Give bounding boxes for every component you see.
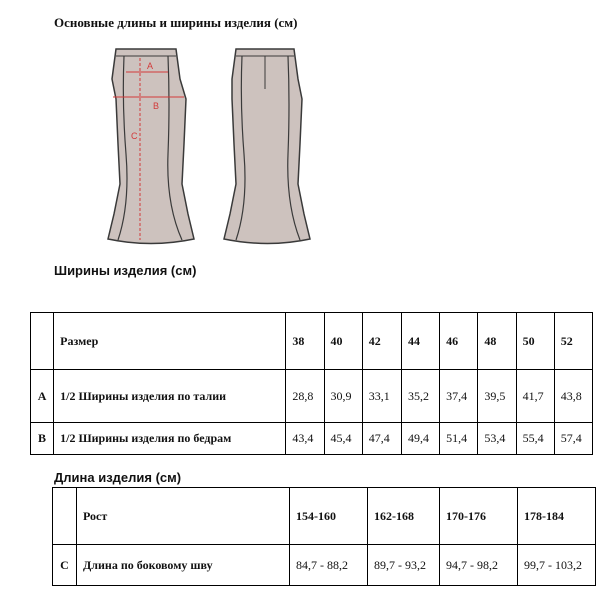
- row-letter: C: [53, 545, 77, 586]
- table-cell: 99,7 - 103,2: [518, 545, 596, 586]
- table-row: [53, 545, 596, 586]
- table-cell: [53, 488, 77, 545]
- size-header: 44: [401, 313, 439, 370]
- table-cell: 33,1: [362, 370, 401, 423]
- row-name: 1/2 Ширины изделия по бедрам: [54, 423, 286, 455]
- size-header: 40: [324, 313, 362, 370]
- table-cell: 47,4: [362, 423, 401, 455]
- table-row: [31, 370, 593, 423]
- size-header: 42: [362, 313, 401, 370]
- table-cell: 41,7: [516, 370, 554, 423]
- size-header: 48: [478, 313, 516, 370]
- table-cell: 57,4: [554, 423, 592, 455]
- table-cell: 39,5: [478, 370, 516, 423]
- table-cell: 53,4: [478, 423, 516, 455]
- table-cell: 43,4: [286, 423, 324, 455]
- table-cell: 55,4: [516, 423, 554, 455]
- row-name: Длина по боковому шву: [77, 545, 290, 586]
- table-cell: 37,4: [440, 370, 478, 423]
- length-title: Длина изделия (см): [54, 470, 182, 485]
- main-title: Основные длины и ширины изделия (см): [54, 15, 298, 30]
- label-c: C: [131, 131, 138, 141]
- table-row: [31, 423, 593, 455]
- size-header: 46: [440, 313, 478, 370]
- table-header-row: [31, 313, 593, 370]
- size-header: 52: [554, 313, 592, 370]
- height-header: 170-176: [440, 488, 518, 545]
- label-a: A: [147, 61, 154, 71]
- widths-title: Ширины изделия (см): [54, 263, 197, 278]
- table-cell: 51,4: [440, 423, 478, 455]
- row-name: 1/2 Ширины изделия по талии: [54, 370, 286, 423]
- table-cell: 89,7 - 93,2: [368, 545, 440, 586]
- table-cell: 30,9: [324, 370, 362, 423]
- widths-table: [30, 312, 593, 455]
- height-header: 154-160: [290, 488, 368, 545]
- table-cell: 28,8: [286, 370, 324, 423]
- skirt-diagram: [96, 44, 336, 249]
- table-header-row: [53, 488, 596, 545]
- label-b: B: [153, 101, 160, 111]
- table-cell: [31, 313, 54, 370]
- height-header-label: Рост: [77, 488, 290, 545]
- row-letter: A: [31, 370, 54, 423]
- row-letter: B: [31, 423, 54, 455]
- skirt-back-view: [224, 49, 310, 244]
- table-cell: 94,7 - 98,2: [440, 545, 518, 586]
- table-cell: 84,7 - 88,2: [290, 545, 368, 586]
- table-cell: 43,8: [554, 370, 592, 423]
- size-header: 50: [516, 313, 554, 370]
- table-cell: 35,2: [401, 370, 439, 423]
- size-header: 38: [286, 313, 324, 370]
- table-cell: 49,4: [401, 423, 439, 455]
- height-header: 178-184: [518, 488, 596, 545]
- skirt-front-view: [108, 49, 194, 244]
- height-header: 162-168: [368, 488, 440, 545]
- size-header-label: Размер: [54, 313, 286, 370]
- table-cell: 45,4: [324, 423, 362, 455]
- length-table: [52, 487, 596, 586]
